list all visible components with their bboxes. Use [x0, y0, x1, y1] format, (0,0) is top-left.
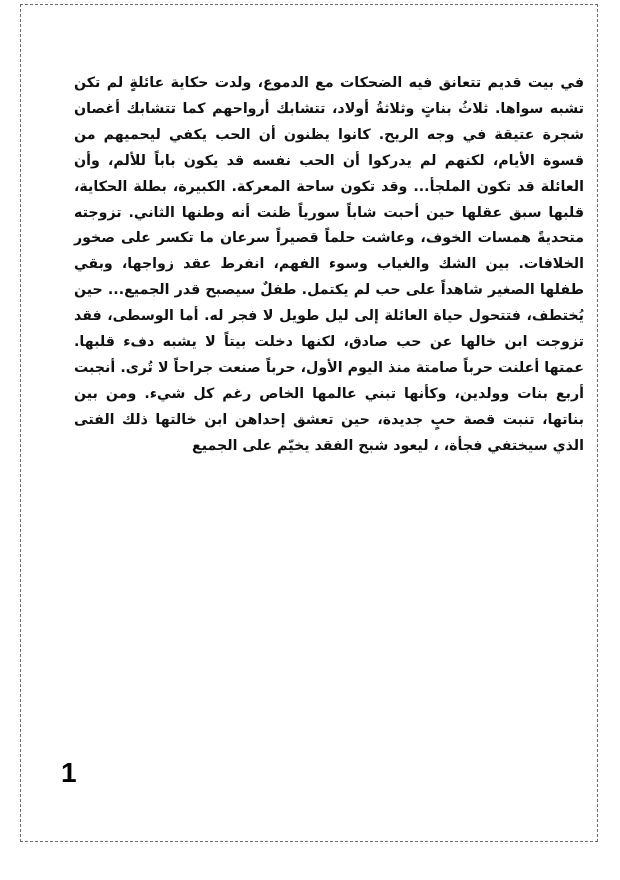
body-paragraph: في بيت قديم تتعانق فيه الضحكات مع الدموع، ولدت حكاية عائلةٍ لم تكن تشبه سواها. ثلاثُ بناتٍ وثلاثةُ أولاد، تتشابك أرواحهم كما تتشابك أغصان شجرة عتيقة في وجه الريح. كانوا يظنون أن الحب يكفي ليحميهم من قسوة الأيام، لكنهم لم يدركوا أن الحب نفسه قد يكون باباً للألم، وأن العائلة قد تكون الملجأ... وقد تكون ساحة المعركة. الكبيرة، بطلة الحكاية، قلبها سبق عقلها حين أحبت شاباً سورياً ظنت أنه وطنها الثاني. تزوجته متحديةً همسات الخوف، وعاشت حلماً قصيراً سرعان ما تكسر على صخور الخلافات. بين الشك والغياب وسوء الفهم، انفرط عقد زواجها، وبقي طفلها الصغير شاهداً على حب لم يكتمل. طفلٌ سيصبح قدر الجميع... حين يُختطف، فتتحول حياة العائلة إلى ليل طويل لا فجر له. أما الوسطى، فقد تزوجت ابن خالها عن حب صادق، لكنها دخلت بيتاً لا يشبه دفء قلبها. عمتها أعلنت حرباً صامتة منذ اليوم الأول، حرباً صنعت جراحاً لا تُرى. أنجبت أربع بنات وولدين، وكأنها تبني عالمها الخاص رغم كل شيء. ومن بين بناتها، تنبت قصة حبٍ جديدة، حين تعشق إحداهن ابن خالتها ذلك الفتى الذي سيختفي فجأة، ، ليعود شبح الفقد يخيّم على الجميع: [74, 75, 584, 454]
page-frame: [20, 4, 598, 842]
page-number: 1: [61, 757, 77, 788]
